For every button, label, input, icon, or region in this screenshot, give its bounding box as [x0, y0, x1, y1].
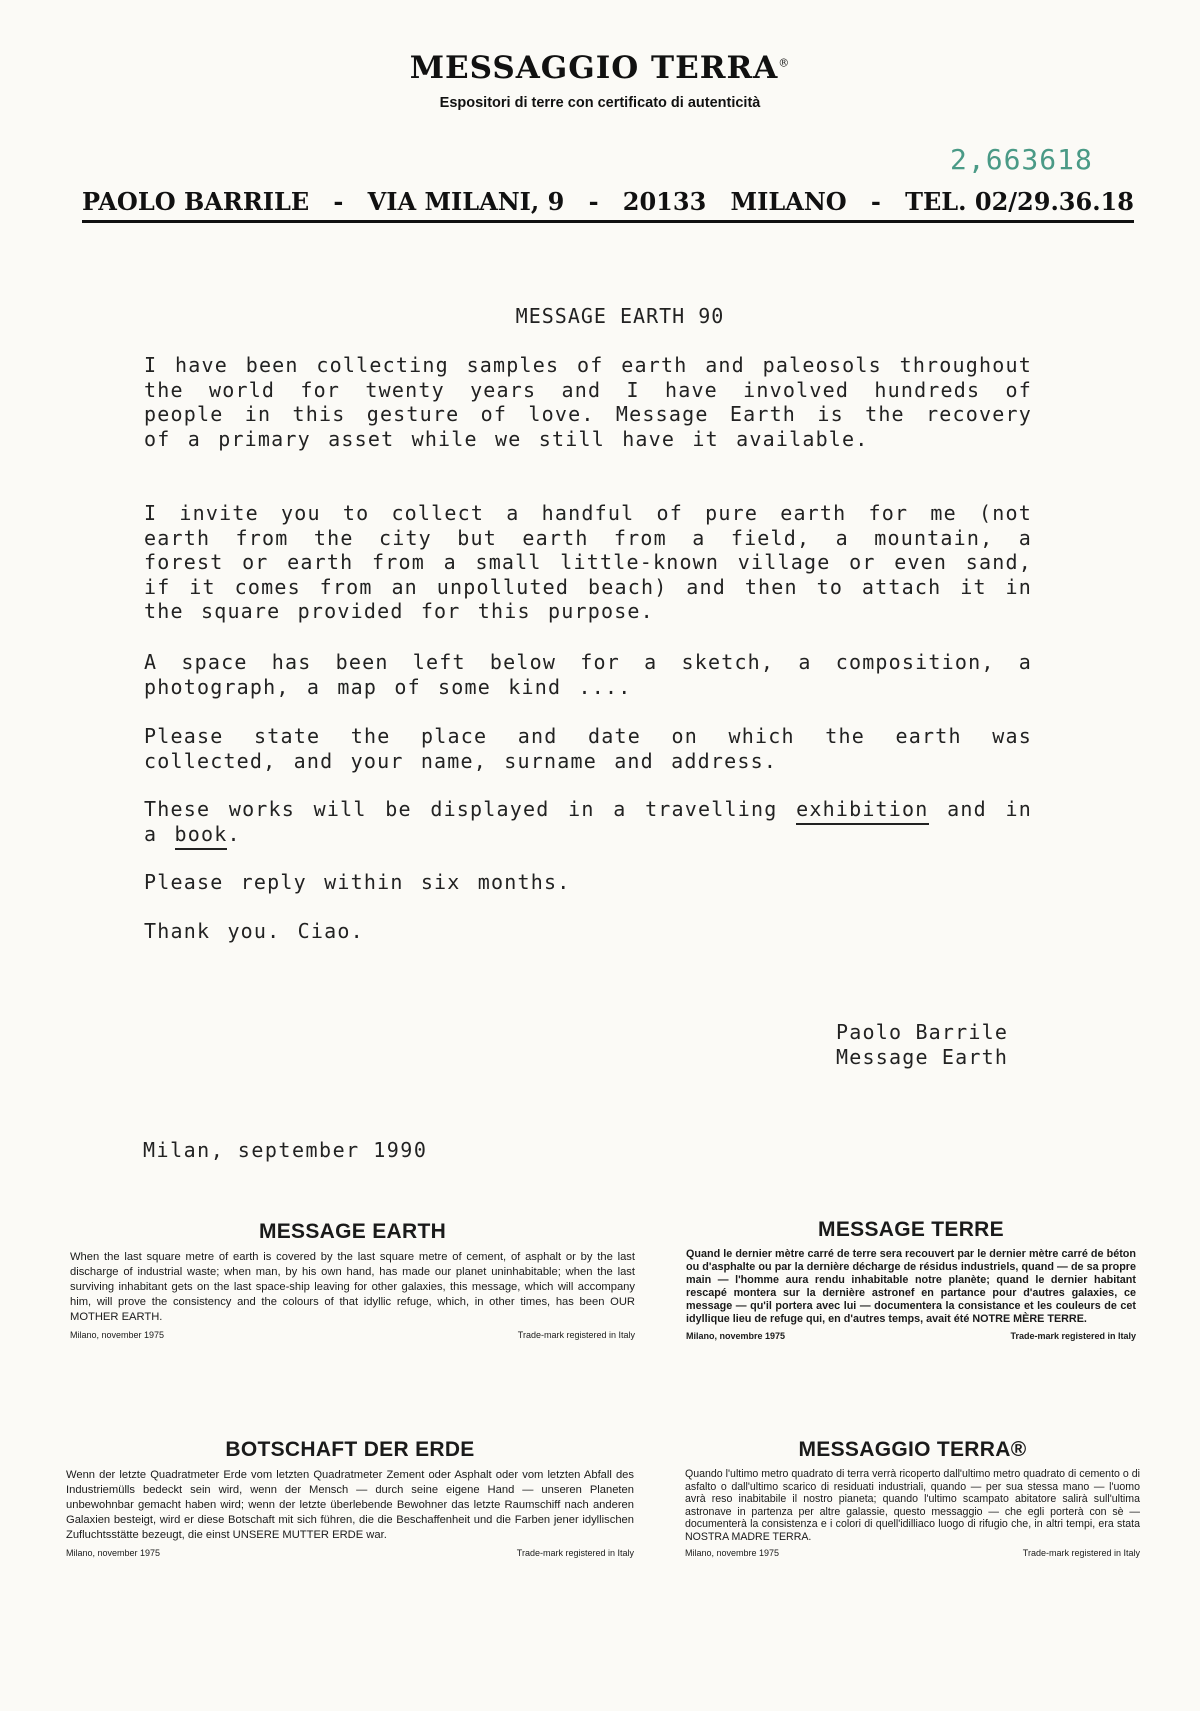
paragraph-5-text: These works will be displayed in a travelling	[144, 797, 778, 821]
address-street: VIA MILANI, 9	[367, 187, 565, 216]
address-postcode: 20133	[622, 187, 707, 216]
message-french-title: MESSAGE TERRE	[818, 1218, 1004, 1241]
message-english-date: Milano, november 1975	[70, 1330, 165, 1340]
message-italian-date: Milano, novembre 1975	[685, 1548, 780, 1558]
message-german-title: BOTSCHAFT DER ERDE	[225, 1438, 475, 1461]
address-bar	[82, 187, 1134, 223]
paragraph-5-end: .	[227, 821, 241, 846]
message-english-body: When the last square metre of earth is covered by the last square metre of cement, of asphalt or by the last discharge of industrial waste; when man, by his own hand, has made our planet uninhabitable; when the last surviving inhabitant gets on the last space-ship leaving for other galaxies, this message, which will accompany him, will prove the consistency and the colours of that idyllic refuge, which, in other times, has been OUR MOTHER EARTH.	[70, 1251, 635, 1323]
message-italian-body: Quando l'ultimo metro quadrato di terra verrà ricoperto dall'ultimo metro quadrato di cemento o di asfalto o dall'ultimo scarico di residuati industriali, quando — per sua stessa mano — l'uomo avrà reso inabitabile il nostro pianeta; quando l'ultimo scampato abitatore salirà sull'ultima astronave in partenza per altre galassie, questo messaggio — che egli porterà con sè — documenterà la consistenza e i colori di quell'idilliaco luogo di rifugio che, in altri tempi, era stata NOSTRA MADRE TERRA.	[685, 1468, 1140, 1543]
underlined-exhibition: exhibition	[796, 797, 928, 825]
message-german-trademark: Trade-mark registered in Italy	[516, 1548, 634, 1558]
letter-paragraph-3: A space has been left below for a sketch, a composition, a photograph, a map of some kind ....	[144, 650, 1032, 699]
message-italian-trademark: Trade-mark registered in Italy	[1022, 1548, 1140, 1558]
place-date: Milan, september 1990	[143, 1138, 428, 1162]
message-french-body: Quand le dernier mètre carré de terre sera recouvert par le dernier mètre carré de béton ou d'asphalte ou par la dernière décharge de résidus industriels, quand — de sa propre main — l'homme aura rendu inhabitable notre planète; quand le dernier habitant rescapé montera sur la dernière astronef en partance pour d'autres galaxies, ce message — qu'il portera avec lui — documentera la consistance et les couleurs de cet idyllique lieu de refuge qui, en d'autres temps, avait été NOTRE MÈRE TERRE.	[686, 1248, 1136, 1325]
message-french	[686, 1218, 1136, 1341]
message-german-date: Milano, november 1975	[66, 1548, 161, 1558]
letter-paragraph-1: I have been collecting samples of earth and paleosols throughout the world for twenty years and I have involved hundreds of people in this gesture of love. Message Earth is the recovery of a primary asset while we still have it available.	[144, 353, 1032, 451]
underlined-book: book	[175, 822, 228, 850]
message-french-trademark: Trade-mark registered in Italy	[1010, 1331, 1136, 1341]
letterhead-subtitle: Espositori di terre con certificato di autenticità	[439, 95, 761, 111]
address-name: PAOLO BARRILE	[82, 187, 310, 216]
serial-number: 2,663618	[950, 143, 1093, 176]
letterhead-brand	[0, 50, 1200, 86]
letter-title: MESSAGE EARTH 90	[515, 304, 725, 328]
address-separator: -	[588, 187, 599, 216]
message-italian-title: MESSAGGIO TERRA®	[798, 1438, 1027, 1461]
signature-organization: Message Earth	[836, 1045, 1009, 1069]
message-french-date: Milano, novembre 1975	[686, 1331, 786, 1341]
message-italian	[685, 1438, 1140, 1558]
message-german-body: Wenn der letzte Quadratmeter Erde vom letzten Quadratmeter Zement oder Asphalt oder vom letzten Abfall des Industriemülls bedeckt sein wird, wenn der Mensch — durch seine eigene Hand — unseren Planeten unbewohnbar gemacht haben wird; wenn der letzte überlebende Bewohner das letzte Raumschiff nach anderen Galaxien besteigt, wird er diese Botschaft mit sich führen, die die Beschaffenheit und die Farben jener idyllischen Zufluchtsstätte bezeugt, die einst UNSERE MUTTER ERDE war.	[66, 1469, 634, 1541]
letter-paragraph-4: Please state the place and date on which the earth was collected, and your name, surname and address.	[144, 724, 1032, 773]
address-separator: -	[333, 187, 344, 216]
signature-name: Paolo Barrile	[836, 1020, 1009, 1044]
letter-paragraph-5	[144, 797, 1032, 846]
address-separator: -	[870, 187, 881, 216]
message-german	[66, 1438, 634, 1558]
message-english-title: MESSAGE EARTH	[258, 1220, 447, 1243]
message-english	[70, 1220, 635, 1340]
letter-paragraph-7: Thank you. Ciao.	[144, 919, 364, 943]
registered-mark: ®	[778, 56, 791, 70]
paragraph-5-text: and in a	[144, 797, 1032, 846]
address-phone: TEL. 02/29.36.18	[905, 187, 1134, 216]
message-english-trademark: Trade-mark registered in Italy	[517, 1330, 635, 1340]
address-city: MILANO	[730, 187, 847, 216]
letter-paragraph-2: I invite you to collect a handful of pure earth for me (not earth from the city but earth from a field, a mountain, a forest or earth from a small little-known village or even sand, if it comes from an unpolluted beach) and then to attach it in the square provided for this purpose.	[144, 501, 1032, 623]
brand-name: MESSAGGIO TERRA	[409, 50, 779, 86]
letter-paragraph-6: Please reply within six months.	[144, 870, 571, 894]
